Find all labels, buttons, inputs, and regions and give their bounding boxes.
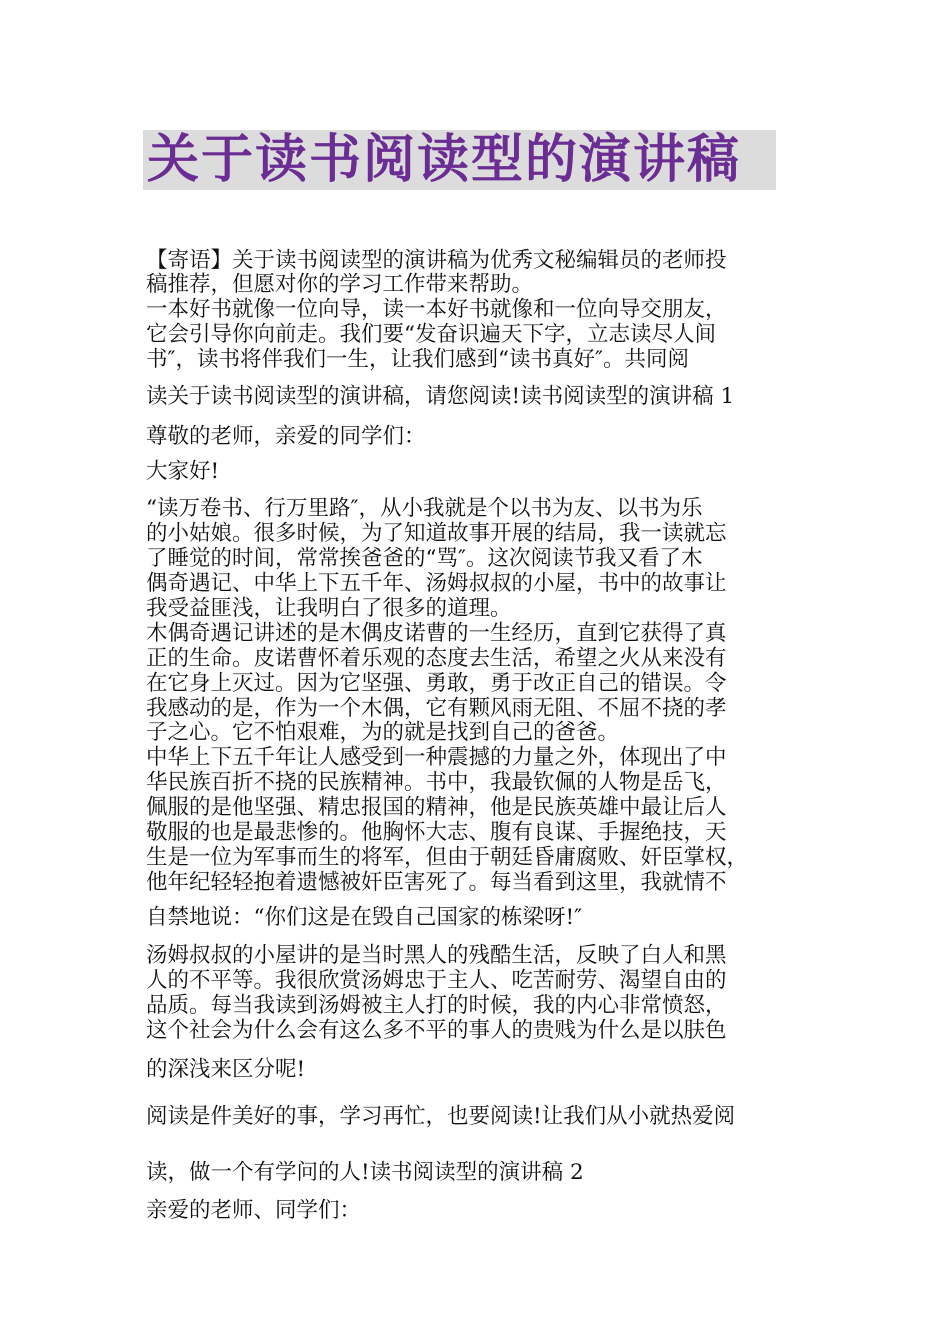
body-line: 【寄语】关于读书阅读型的演讲稿为优秀文秘编辑员的老师投 <box>146 248 727 273</box>
body-line: 书″，读书将伴我们一生，让我们感到“读书真好″。共同阅 <box>146 347 690 372</box>
body-line: 偶奇遇记、中华上下五千年、汤姆叔叔的小屋，书中的故事让 <box>146 571 727 596</box>
body-line: 生是一位为军事而生的将军，但由于朝廷昏庸腐败、奸臣掌权， <box>146 845 749 870</box>
title-highlight <box>143 130 776 190</box>
body-line: 汤姆叔叔的小屋讲的是当时黑人的残酷生活，反映了白人和黑 <box>146 943 727 968</box>
body-line: 阅读是件美好的事，学习再忙，也要阅读!让我们从小就热爱阅 <box>146 1104 736 1129</box>
body-line: 大家好! <box>146 459 220 484</box>
body-line: 自禁地说：“你们这是在毁自己国家的栋梁呀!″ <box>146 905 583 930</box>
body-line: 我感动的是，作为一个木偶，它有颗风雨无阻、不屈不挠的孝 <box>146 696 727 721</box>
body-line: 了睡觉的时间，常常挨爸爸的“骂″。这次阅读节我又看了木 <box>146 546 703 571</box>
body-line: 稿推荐，但愿对你的学习工作带来帮助。 <box>146 272 534 297</box>
body-line: 我受益匪浅，让我明白了很多的道理。 <box>146 596 512 621</box>
body-line: 人的不平等。我很欣赏汤姆忠于主人、吃苦耐劳、渴望自由的 <box>146 968 727 993</box>
body-line: 子之心。它不怕艰难，为的就是找到自己的爸爸。 <box>146 720 620 745</box>
page-title: 关于读书阅读型的演讲稿 <box>147 130 742 190</box>
body-line: 这个社会为什么会有这么多不平的事人的贵贱为什么是以肤色 <box>146 1018 727 1043</box>
body-line: 木偶奇遇记讲述的是木偶皮诺曹的一生经历，直到它获得了真 <box>146 621 727 646</box>
body-line: 读，做一个有学问的人!读书阅读型的演讲稿 2 <box>146 1160 584 1185</box>
body-line: “读万卷书、行万里路″，从小我就是个以书为友、以书为乐 <box>146 496 703 521</box>
body-line: 他年纪轻轻抱着遗憾被奸臣害死了。每当看到这里，我就情不 <box>146 870 727 895</box>
body-line: 佩服的是他坚强、精忠报国的精神，他是民族英雄中最让后人 <box>146 795 727 820</box>
body-line: 在它身上灭过。因为它坚强、勇敢，勇于改正自己的错误。令 <box>146 671 727 696</box>
body-line: 中华上下五千年让人感受到一种震撼的力量之外，体现出了中 <box>146 745 727 770</box>
body-line: 一本好书就像一位向导，读一本好书就像和一位向导交朋友， <box>146 297 727 322</box>
body-line: 尊敬的老师，亲爱的同学们： <box>146 424 426 449</box>
body-line: 它会引导你向前走。我们要“发奋识遍天下字，立志读尽人间 <box>146 322 716 347</box>
body-line: 亲爱的老师、同学们： <box>146 1198 362 1223</box>
body-line: 华民族百折不挠的民族精神。书中，我最钦佩的人物是岳飞， <box>146 770 727 795</box>
body-line: 品质。每当我读到汤姆被主人打的时候，我的内心非常愤怒， <box>146 993 727 1018</box>
body-line: 读关于读书阅读型的演讲稿，请您阅读!读书阅读型的演讲稿 1 <box>146 384 735 409</box>
body-line: 的小姑娘。很多时候，为了知道故事开展的结局，我一读就忘 <box>146 521 727 546</box>
body-line: 敬服的也是最悲惨的。他胸怀大志、腹有良谋、手握绝技，天 <box>146 820 727 845</box>
body-line: 的深浅来区分呢! <box>146 1057 306 1082</box>
body-line: 正的生命。皮诺曹怀着乐观的态度去生活，希望之火从来没有 <box>146 646 727 671</box>
